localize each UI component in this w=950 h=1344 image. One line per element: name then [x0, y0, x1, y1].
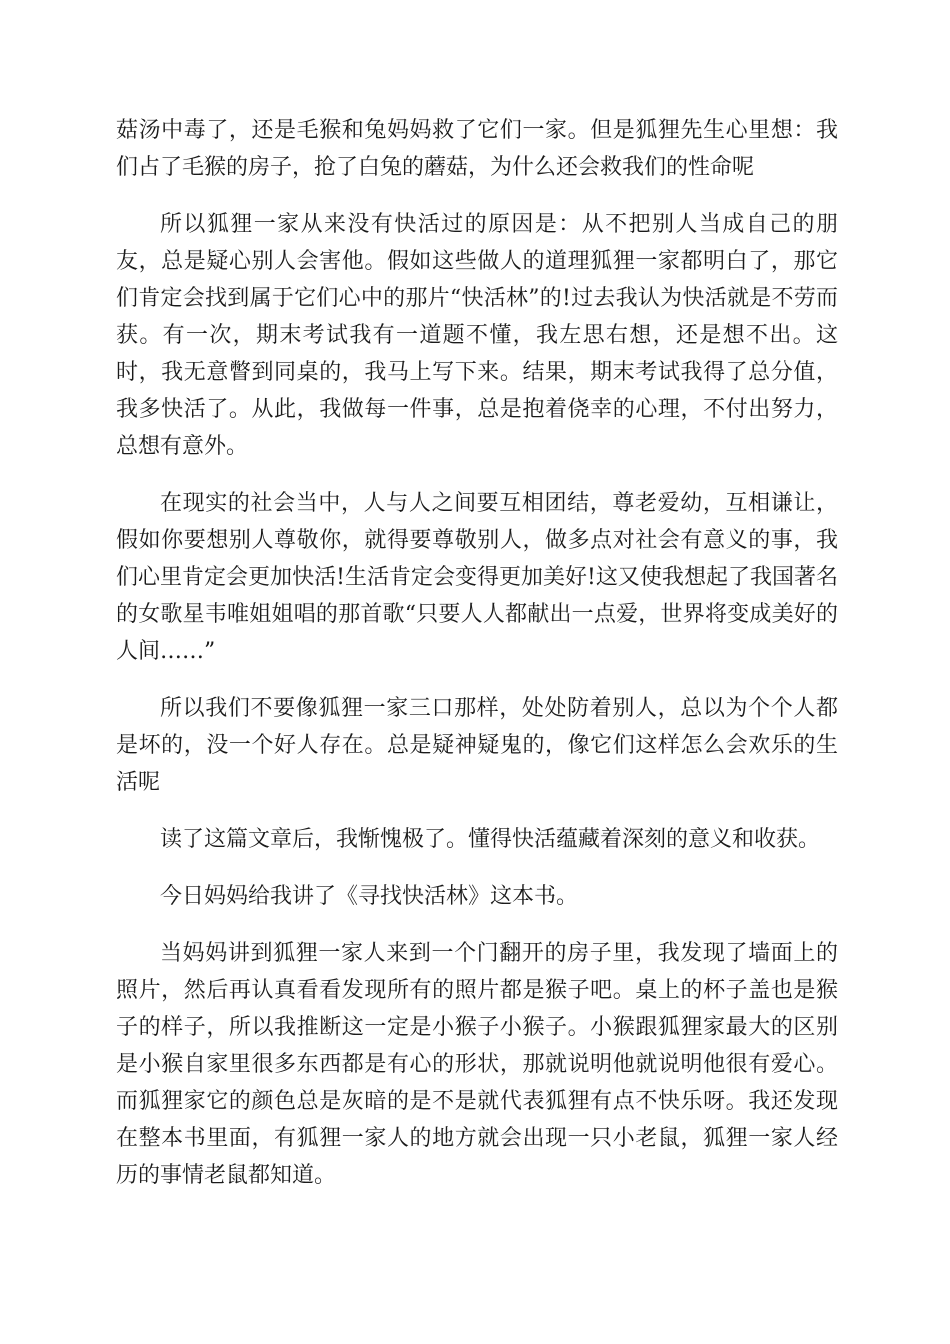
paragraph: 在现实的社会当中，人与人之间要互相团结，尊老爱幼，互相谦让，假如你要想别人尊敬你，就得要尊敬别人，做多点对社会有意义的事，我们心里肯定会更加快活!生活肯定会变得更加美好!这又使我想起了我国著名的女歌星韦唯姐姐唱的那首歌“只要人人都献出一点爱，世界将变成美好的人间……”	[116, 491, 838, 664]
paragraph: 所以狐狸一家从来没有快活过的原因是：从不把别人当成自己的朋友，总是疑心别人会害他。假如这些做人的道理狐狸一家都明白了，那它们肯定会找到属于它们心中的那片“快活林”的!过去我认为快活就是不劳而获。有一次，期末考试我有一道题不懂，我左思右想，还是想不出。这时，我无意瞥到同桌的，我马上写下来。结果，期末考试我得了总分值，我多快活了。从此，我做每一件事，总是抱着侥幸的心理，不付出努力，总想有意外。	[116, 212, 838, 459]
paragraph: 所以我们不要像狐狸一家三口那样，处处防着别人，总以为个个人都是坏的，没一个好人存在。总是疑神疑鬼的，像它们这样怎么会欢乐的生活呢	[116, 696, 838, 795]
paragraph-continuation: 菇汤中毒了，还是毛猴和兔妈妈救了它们一家。但是狐狸先生心里想：我们占了毛猴的房子，抢了白兔的蘑菇，为什么还会救我们的性命呢	[116, 118, 838, 180]
paragraph: 当妈妈讲到狐狸一家人来到一个门翻开的房子里，我发现了墙面上的照片，然后再认真看看发现所有的照片都是猴子吧。桌上的杯子盖也是猴子的样子，所以我推断这一定是小猴子小猴子。小猴跟狐狸家最大的区别是小猴自家里很多东西都是有心的形状，那就说明他就说明他很有爱心。而狐狸家它的颜色总是灰暗的是不是就代表狐狸有点不快乐呀。我还发现在整本书里面，有狐狸一家人的地方就会出现一只小老鼠，狐狸一家人经历的事情老鼠都知道。	[116, 941, 838, 1188]
paragraph: 今日妈妈给我讲了《寻找快活林》这本书。	[160, 884, 579, 909]
paragraph: 读了这篇文章后，我惭愧极了。懂得快活蕴藏着深刻的意义和收获。	[160, 827, 821, 852]
document-page	[116, 112, 838, 1214]
